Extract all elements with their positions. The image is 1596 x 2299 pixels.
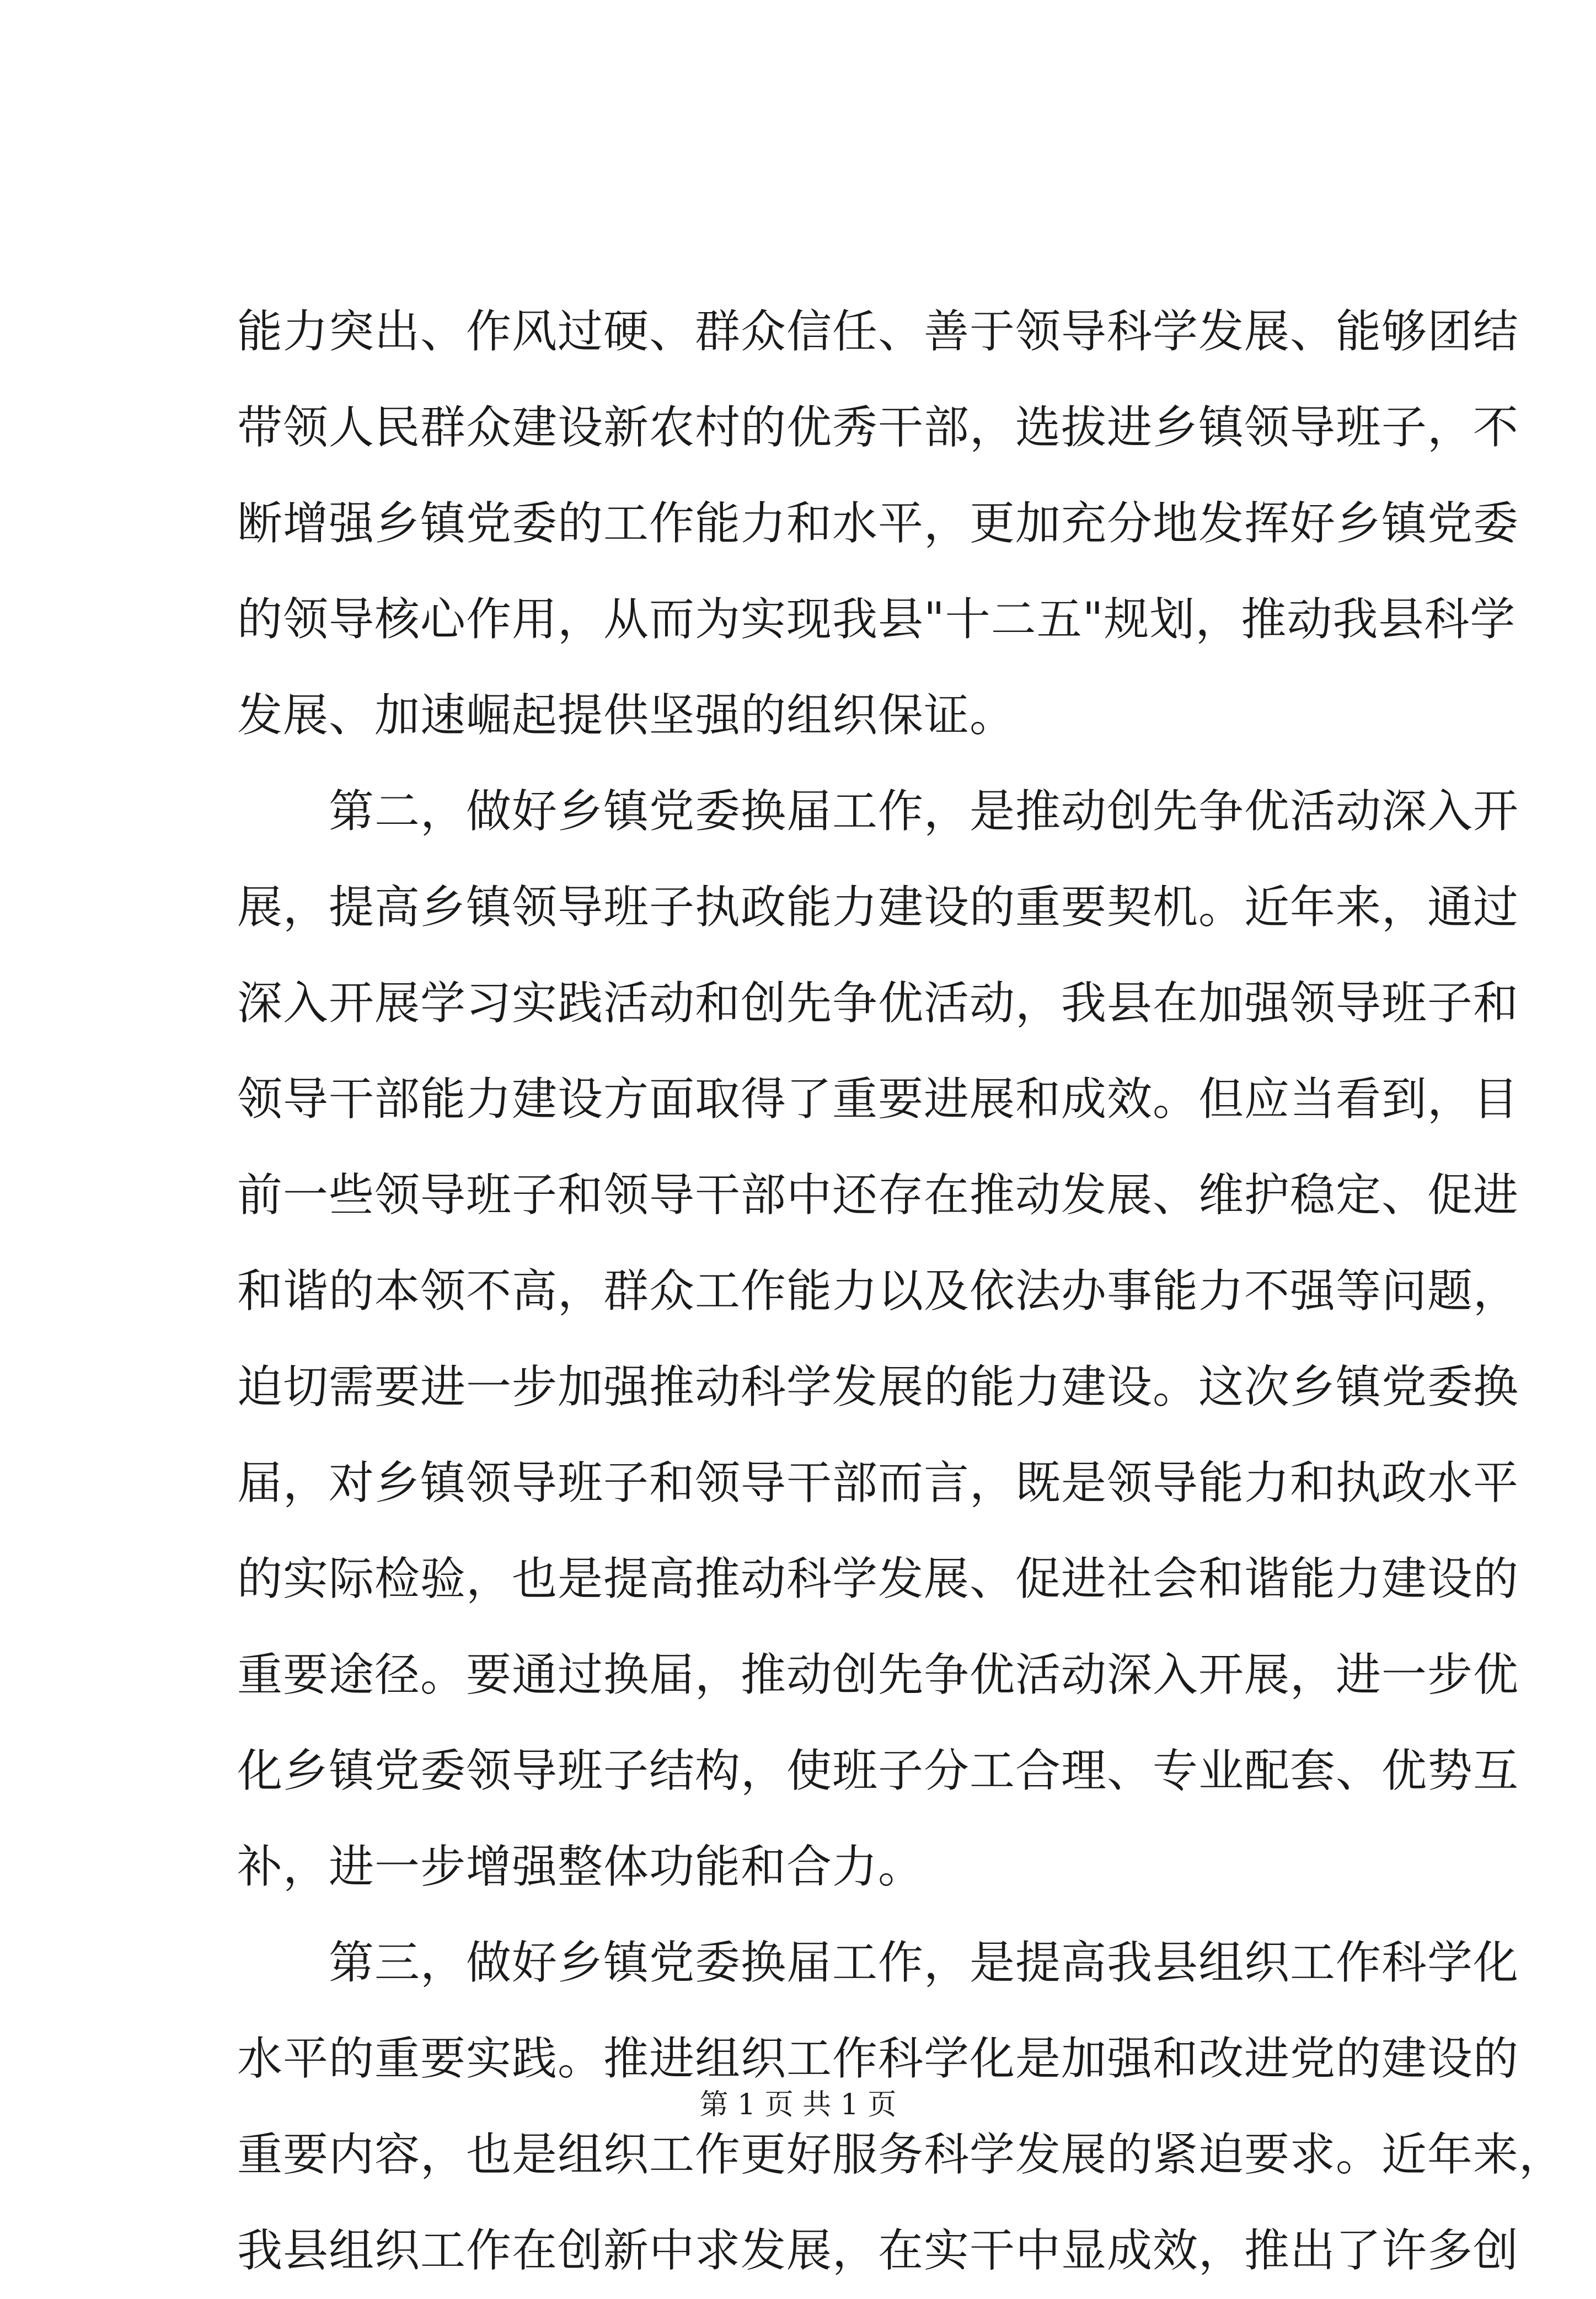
text-line: 补，进一步增强整体功能和合力。 xyxy=(237,1841,924,1893)
text-line: 第三，做好乡镇党委换届工作，是提高我县组织工作科学化 xyxy=(237,1937,1519,1989)
page-number-footer: 第 1 页 共 1 页 xyxy=(699,2088,897,2121)
text-line: 能力突出、作风过硬、群众信任、善于领导科学发展、能够团结 xyxy=(237,306,1519,358)
text-line: 重要途径。要通过换届，推动创先争优活动深入开展，进一步优 xyxy=(237,1649,1519,1701)
text-line: 我县组织工作在创新中求发展，在实干中显成效，推出了许多创 xyxy=(237,2225,1519,2277)
text-line: 领导干部能力建设方面取得了重要进展和成效。但应当看到，目 xyxy=(237,1073,1519,1126)
text-line: 重要内容，也是组织工作更好服务科学发展的紧迫要求。近年来， xyxy=(237,2129,1565,2181)
text-line: 展，提高乡镇领导班子执政能力建设的重要契机。近年来，通过 xyxy=(237,881,1519,934)
text-line: 水平的重要实践。推进组织工作科学化是加强和改进党的建设的 xyxy=(237,2033,1519,2085)
text-line: 的实际检验，也是提高推动科学发展、促进社会和谐能力建设的 xyxy=(237,1553,1519,1605)
text-line: 届，对乡镇领导班子和领导干部而言，既是领导能力和执政水平 xyxy=(237,1457,1519,1509)
document-body xyxy=(237,284,1565,2299)
text-line: 和谐的本领不高，群众工作能力以及依法办事能力不强等问题， xyxy=(237,1265,1519,1317)
text-line: 带领人民群众建设新农村的优秀干部，选拔进乡镇领导班子，不 xyxy=(237,401,1519,454)
text-line: 断增强乡镇党委的工作能力和水平，更加充分地发挥好乡镇党委 xyxy=(237,497,1519,550)
text-line: 化乡镇党委领导班子结构，使班子分工合理、专业配套、优势互 xyxy=(237,1745,1519,1797)
text-line: 的领导核心作用，从而为实现我县"十二五"规划，推动我县科学 xyxy=(237,593,1516,646)
text-line: 第二，做好乡镇党委换届工作，是推动创先争优活动深入开 xyxy=(237,785,1519,838)
text-line: 深入开展学习实践活动和创先争优活动，我县在加强领导班子和 xyxy=(237,977,1519,1030)
text-line: 前一些领导班子和领导干部中还存在推动发展、维护稳定、促进 xyxy=(237,1169,1519,1221)
text-line: 迫切需要进一步加强推动科学发展的能力建设。这次乡镇党委换 xyxy=(237,1361,1519,1413)
text-line: 发展、加速崛起提供坚强的组织保证。 xyxy=(237,689,1016,742)
